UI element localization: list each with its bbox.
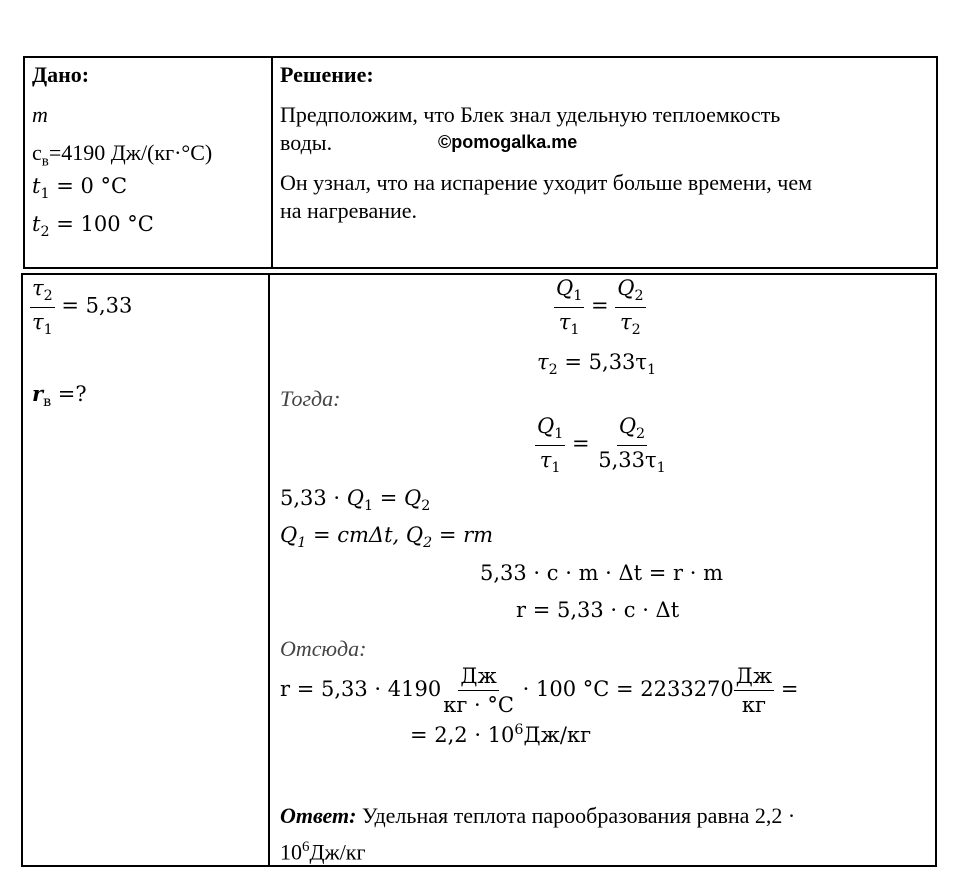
- given-t2: $t_2 = 100$ °C: [32, 212, 154, 241]
- bottom-table: [21, 273, 937, 867]
- formula-heat-ratio-substituted: $\frac{Q_1}{\tau_1}$ = $\frac{Q_2}{5,33\tau_1}$: [537, 414, 666, 476]
- formula-r-expression: r = 5,33 · c · Δt: [516, 598, 680, 622]
- watermark: ©pomogalka.me: [438, 132, 578, 152]
- formula-q-relation: $5,33 \cdot Q_1 = Q_2$: [280, 486, 431, 515]
- formula-tau-relation: $\tau_2 = 5,33\tau_1$: [537, 350, 657, 379]
- given-header: Дано:: [32, 62, 90, 87]
- given-mass: m: [32, 102, 48, 127]
- solution-para1-line1: Предположим, что Блек знал удельную теплоемкость: [280, 102, 781, 127]
- given-t1: $t_1 = 0$ °C: [32, 174, 128, 203]
- hence-label: Отсюда:: [280, 636, 367, 661]
- answer-line1: Ответ: Удельная теплота парообразования равна 2,2 ·: [280, 803, 796, 828]
- top-table-divider: [271, 58, 273, 267]
- formula-r-calculation: r = 5,33 · 4190 $\frac{Дж}{кг \cdot ^\circ С}$ · 100 °C = 2233270 $\frac{Дж}{кг}$ =: [280, 664, 799, 718]
- given-specific-heat: $c_в=4190$ Дж/(кг·°С): [32, 140, 213, 170]
- given-time-ratio: $\frac{\tau_2}{\tau_1}$ = 5,33: [32, 276, 133, 338]
- formula-r-result: = $2,2 \cdot 10^6Дж/кг$: [410, 722, 592, 747]
- solution-para2-line1: Он узнал, что на испарение уходит больше времени, чем: [280, 170, 813, 195]
- solution-para2-line2: на нагревание.: [280, 198, 418, 223]
- formula-heat-ratio: $\frac{Q_1}{\tau_1}$ = $\frac{Q_2}{\tau_2}$: [556, 276, 644, 338]
- formula-energy-balance: 5,33 · c · m · Δt = r · m: [480, 561, 724, 585]
- formula-heat-definitions: $Q_1 = cm\Delta t$, $Q_2$ = rm: [280, 523, 494, 552]
- answer-line2: $10^6Дж/кг$: [280, 839, 366, 865]
- bottom-table-divider: [268, 275, 270, 865]
- solution-para1-line2: воды.: [280, 130, 333, 155]
- solution-header: Решение:: [280, 62, 374, 87]
- then-label: Тогда:: [280, 386, 341, 411]
- given-find: $r_в$ =?: [32, 381, 87, 411]
